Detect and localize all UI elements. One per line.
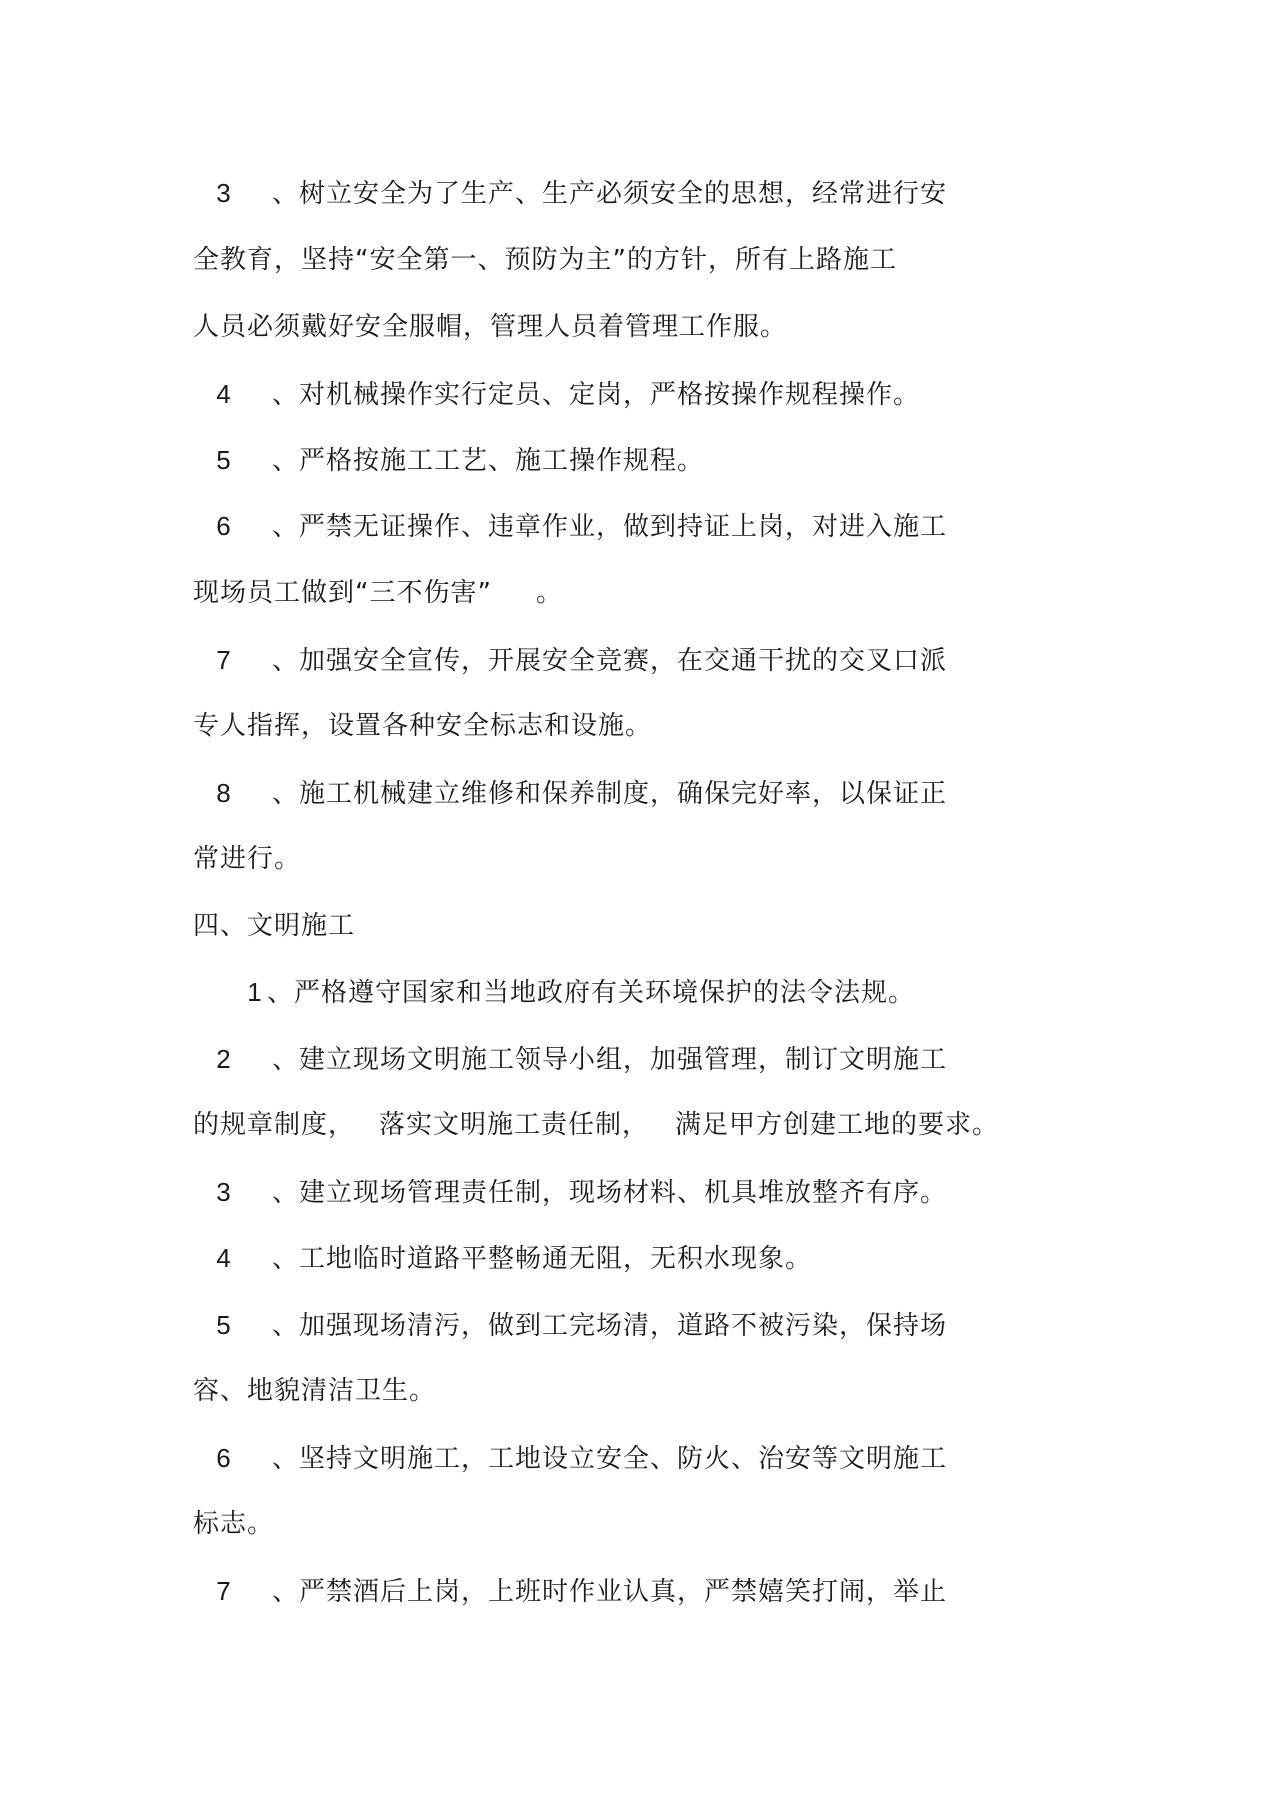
continuation-line <box>193 576 563 610</box>
line-text: 人员必须戴好安全服帽，管理人员着管理工作服。 <box>193 312 788 342</box>
list-item-1 <box>243 975 915 1010</box>
item-text: 、工地临时道路平整畅通无阻，无积水现象。 <box>272 1244 813 1274</box>
list-item-7b <box>212 1574 947 1609</box>
item-text: 、坚持文明施工，工地设立安全、防火、治安等文明施工 <box>272 1444 948 1474</box>
list-item-8 <box>212 776 947 811</box>
continuation-line <box>193 1507 274 1541</box>
item-number: 1 <box>247 977 263 1007</box>
continuation-line <box>193 310 787 344</box>
list-item-6 <box>212 509 947 544</box>
item-number: 7 <box>216 1576 232 1606</box>
item-text: 、建立现场管理责任制，现场材料、机具堆放整齐有序。 <box>272 1178 948 1208</box>
list-item-3 <box>212 176 947 211</box>
item-text: 、严禁无证操作、违章作业，做到持证上岗，对进入施工 <box>272 512 948 542</box>
item-text: 、施工机械建立维修和保养制度，确保完好率，以保证正 <box>272 779 948 809</box>
list-item-4 <box>212 377 920 412</box>
item-number: 3 <box>216 1177 232 1207</box>
item-number: 4 <box>216 379 232 409</box>
line-text: 容、地貌清洁卫生。 <box>193 1376 437 1406</box>
item-text: 、对机械操作实行定员、定岗，严格按操作规程操作。 <box>272 380 921 410</box>
list-item-6b <box>212 1441 947 1476</box>
item-number: 2 <box>216 1044 232 1074</box>
line-text: 现场员工做到“三不伤害” <box>193 578 492 608</box>
list-item-2 <box>212 1042 947 1077</box>
continuation-line <box>193 1374 436 1408</box>
list-item-7 <box>212 643 947 678</box>
line-text: 专人指挥，设置各种安全标志和设施。 <box>193 711 653 741</box>
continuation-line <box>193 1108 999 1142</box>
line-text-2: 落实文明施工责任制， <box>379 1110 650 1140</box>
line-text: 全教育，坚持“安全第一、预防为主”的方针，所有上路施工 <box>193 245 897 275</box>
continuation-line <box>193 709 652 743</box>
list-item-3b <box>212 1175 947 1210</box>
item-text: 、建立现场文明施工领导小组，加强管理，制订文明施工 <box>272 1045 948 1075</box>
list-item-5 <box>212 443 704 478</box>
item-text: 、严禁酒后上岗，上班时作业认真，严禁嬉笑打闹，举止 <box>272 1577 948 1607</box>
item-number: 5 <box>216 445 232 475</box>
item-number: 7 <box>216 645 232 675</box>
list-item-4b <box>212 1241 812 1276</box>
item-number: 3 <box>216 178 232 208</box>
line-tail: 。 <box>535 578 563 608</box>
section-heading-text: 四、文明施工 <box>193 911 356 941</box>
list-item-5b <box>212 1308 947 1343</box>
item-text: 、严格按施工工艺、施工操作规程。 <box>272 446 705 476</box>
continuation-line <box>193 842 301 876</box>
item-text: 、严格遵守国家和当地政府有关环境保护的法令法规。 <box>267 978 916 1008</box>
item-number: 8 <box>216 778 232 808</box>
item-number: 4 <box>216 1243 232 1273</box>
item-text: 、加强现场清污，做到工完场清，道路不被污染，保持场 <box>272 1311 948 1341</box>
item-number: 5 <box>216 1310 232 1340</box>
item-text: 、树立安全为了生产、生产必须安全的思想，经常进行安 <box>272 179 948 209</box>
line-text: 的规章制度， <box>193 1110 356 1140</box>
item-number: 6 <box>216 1443 232 1473</box>
section-heading <box>193 909 355 943</box>
item-text: 、加强安全宣传，开展安全竞赛，在交通干扰的交叉口派 <box>272 646 948 676</box>
continuation-line <box>193 243 897 277</box>
line-text: 常进行。 <box>193 844 302 874</box>
line-text: 标志。 <box>193 1509 275 1539</box>
item-number: 6 <box>216 511 232 541</box>
line-text-3: 满足甲方创建工地的要求。 <box>675 1110 1000 1140</box>
